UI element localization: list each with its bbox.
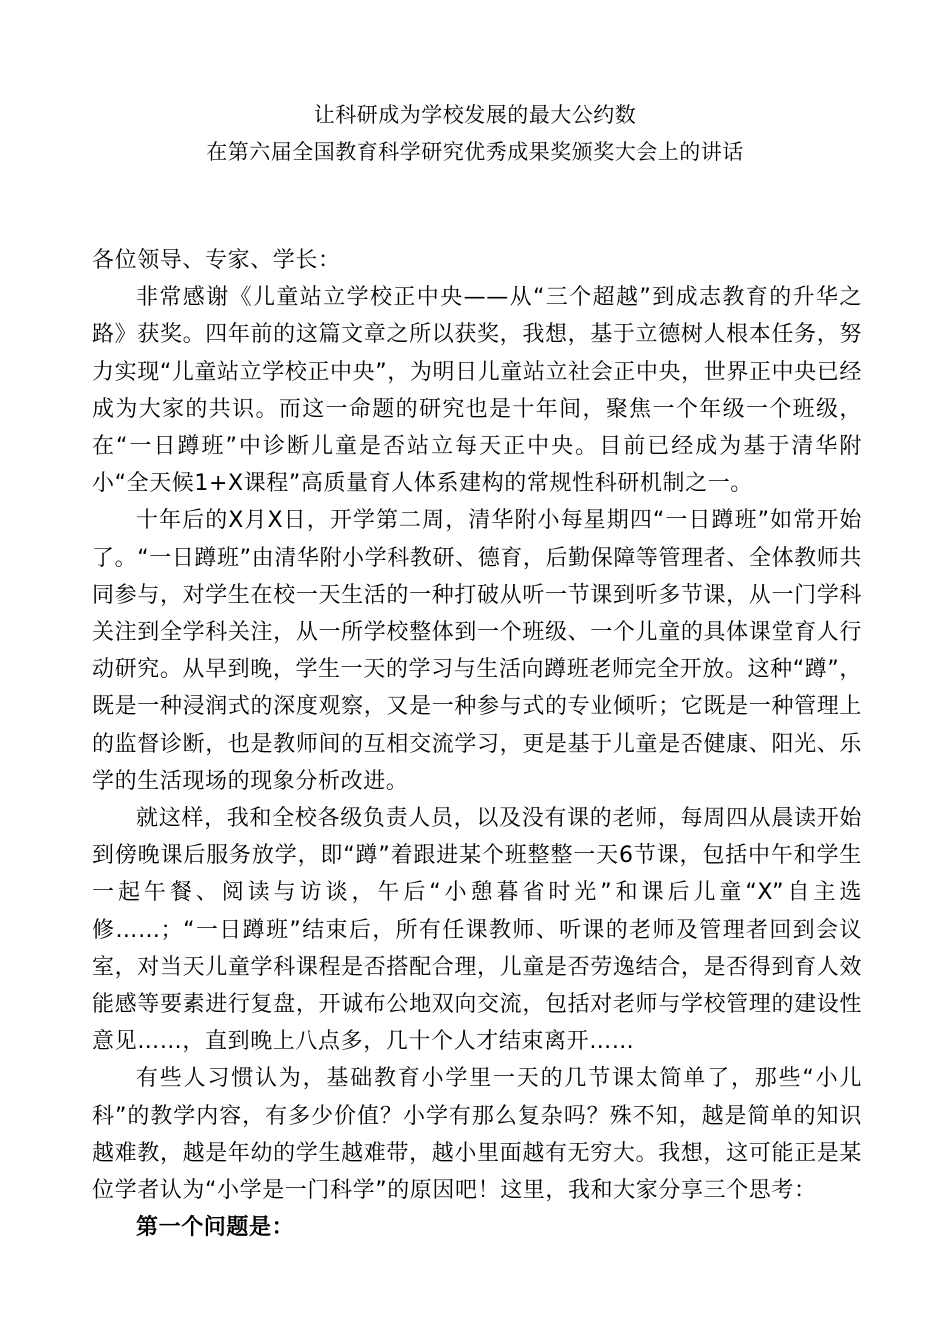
paragraph-2: 十年后的X月X日，开学第二周，清华附小每星期四“一日蹲班”如常开始了。“一日蹲班”由清华附小学科教研、德育，后勤保障等管理者、全体教师共同参与，对学生在校一天生活的一种打破从听一节课到听多节课，从一门学科关注到全学科关注，从一所学校整体到一个班级、一个儿童的具体课堂育人行动研究。从早到晚，学生一天的学习与生活向蹲班老师完全开放。这种“蹲”，既是一种浸润式的深度观察，又是一种参与式的专业倾听；它既是一种管理上的监督诊断，也是教师间的互相交流学习，更是基于儿童是否健康、阳光、乐学的生活现场的现象分析改进。 [92, 508, 862, 794]
paragraph-1: 非常感谢《儿童站立学校正中央——从“三个超越”到成志教育的升华之路》获奖。四年前的这篇文章之所以获奖，我想，基于立德树人根本任务，努力实现“儿童站立学校正中央”，为明日儿童站立社会正中央，世界正中央已经成为大家的共识。而这一命题的研究也是十年间，聚焦一个年级一个班级，在“一日蹲班”中诊断儿童是否站立每天正中央。目前已经成为基于清华附小“全天候1+X课程”高质量育人体系建构的常规性科研机制之一。 [92, 285, 862, 497]
document-title: 让科研成为学校发展的最大公约数 [313, 103, 637, 127]
document-subtitle: 在第六届全国教育科学研究优秀成果奖颁奖大会上的讲话 [206, 140, 744, 164]
paragraph-4: 有些人习惯认为，基础教育小学里一天的几节课太简单了，那些“小儿科”的教学内容，有多少价值？小学有那么复杂吗？殊不知，越是简单的知识越难教，越是年幼的学生越难带，越小里面越有无穷大。我想，这可能正是某位学者认为“小学是一门科学”的原因吧！这里，我和大家分享三个思考： [92, 1066, 862, 1204]
paragraph-3: 就这样，我和全校各级负责人员，以及没有课的老师，每周四从晨读开始到傍晚课后服务放学，即“蹲”着跟进某个班整整一天6节课，包括中午和学生一起午餐、阅读与访谈，午后“小憩暮省时光”和课后儿童“X”自主选修……；“一日蹲班”结束后，所有任课教师、听课的老师及管理者回到会议室，对当天儿童学科课程是否搭配合理，儿童是否劳逸结合，是否得到育人效能感等要素进行复盘，开诚布公地双向交流，包括对老师与学校管理的建设性意见……，直到晚上八点多，几十个人才结束离开…… [92, 806, 862, 1055]
section-heading: 第一个问题是： [136, 1215, 295, 1241]
document-body [92, 242, 862, 1246]
salutation: 各位领导、专家、学长： [92, 248, 341, 273]
